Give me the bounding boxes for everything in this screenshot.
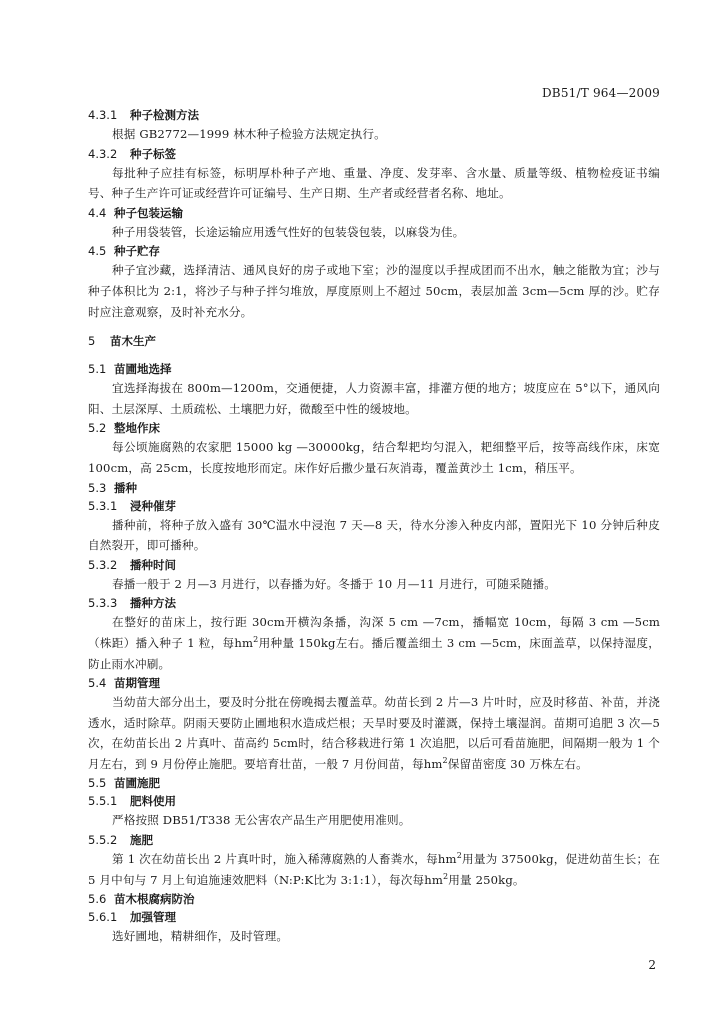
paragraph: 选好圃地，精耕细作，及时管理。: [112, 929, 289, 944]
section-title: 种子包装运输: [114, 205, 183, 220]
section-heading: [88, 332, 660, 350]
section-heading: [88, 594, 660, 612]
section-number: 5.3.2: [88, 557, 118, 572]
section-number: 5.3.3: [88, 596, 118, 611]
section-number: 5.1: [88, 362, 107, 377]
section-title: 苗木生产: [110, 334, 156, 349]
section-number: 4.3.1: [88, 108, 118, 122]
paragraph: 种子宜沙藏，选择清洁、通风良好的房子或地下室；沙的湿度以手捏成团而不出水，触之能散为宜；沙与种子体积比为 2:1，将沙子与种子拌匀堆放，厚度原则上不超过 50cm，表层加盖 3cm—5cm 厚的沙。贮存时应注意观察，及时补充水分。: [88, 263, 660, 319]
section-heading: [88, 419, 660, 437]
section-number: 5.2: [88, 421, 107, 436]
section-number: 5.3.1: [88, 498, 118, 513]
section-number: 5.6: [88, 892, 107, 907]
section-heading: [88, 106, 660, 124]
section-heading: [88, 674, 660, 692]
section-number: 4.4: [88, 205, 107, 220]
section-number: 4.3.2: [88, 146, 118, 161]
section-title: 整地作床: [114, 421, 160, 436]
section-title: 苗期管理: [114, 676, 160, 691]
paragraph: 每批种子应挂有标签，标明厚朴种子产地、重量、净度、发芽率、含水量、质量等级、植物检疫证书编号、种子生产许可证或经营许可证编号、生产日期、生产者或经营者名称、地址。: [88, 165, 660, 201]
section-title: 播种方法: [130, 596, 176, 611]
paragraph: 当幼苗大部分出土，要及时分批在傍晚揭去覆盖草。幼苗长到 2 片—3 片叶时，应及时移苗、补苗，并浇透水，适时除草。阴雨天要防止圃地积水造成烂根；天旱时要及时灌溉，保持土壤湿润。苗期可追肥 3 次—5 次，在幼苗长出 2 片真叶、苗高约 5cm时，结合移栽进行第 1 次追肥，以后可看苗施肥，间隔期一般为 1 个月左右，到 9 月份停止施肥。要培育壮苗，一般 7 月份间苗，每$hm^2$保留苗密度 30 万株左右。: [88, 695, 660, 771]
section-number: 5.5.1: [88, 794, 118, 809]
paragraph: 在整好的苗床上，按行距 30cm开横沟条播，沟深 5 cm —7cm，播幅宽 10cm，每隔 3 cm —5cm（株距）播入种子 1 粒，每$hm^2$用种量 150kg左右。播后覆盖细土 3 cm —5cm，床面盖草，以保持湿度，防止雨水冲刷。: [88, 615, 660, 671]
section-heading: [88, 242, 660, 260]
section-title: 肥料使用: [130, 794, 176, 809]
page-number: 2: [648, 958, 656, 972]
section-title: 种子贮存: [114, 244, 160, 259]
section-heading: [88, 479, 660, 497]
section-heading: [88, 497, 660, 515]
section-number: 5: [88, 334, 96, 349]
paragraph: 每公顷施腐熟的农家肥 15000 kg —30000kg，结合犁耙均匀混入，耙细整平后，按等高线作床，床宽 100cm，高 25cm，长度按地形而定。床作好后撒少量石灰消毒，覆盖黄沙土 1cm，稍压平。: [88, 440, 660, 475]
paragraph: 春播一般于 2 月—3 月进行，以春播为好。冬播于 10 月—11 月进行，可随采随播。: [112, 576, 556, 591]
section-heading: [88, 792, 660, 810]
section-heading: [88, 556, 660, 574]
section-heading: [88, 145, 660, 163]
paragraph: 严格按照 DB51/T338 无公害农产品生产用肥使用准则。: [112, 813, 411, 828]
section-number: 4.5: [88, 244, 107, 259]
section-heading: [88, 360, 660, 378]
section-title: 种子检测方法: [130, 108, 199, 122]
section-title: 加强管理: [130, 910, 176, 925]
section-title: 播种时间: [130, 557, 176, 572]
section-number: 5.6.1: [88, 910, 118, 925]
section-heading: [88, 890, 660, 908]
section-title: 施肥: [130, 833, 153, 848]
section-heading: [88, 204, 660, 222]
section-title: 苗圃施肥: [114, 776, 160, 791]
section-number: 5.5: [88, 776, 107, 791]
section-heading: [88, 831, 660, 849]
section-number: 5.4: [88, 676, 107, 691]
paragraph: 第 1 次在幼苗长出 2 片真叶时，施入稀薄腐熟的人畜粪水，每$hm^2$用量为 37500kg，促进幼苗生长；在 5 月中旬与 7 月上旬追施速效肥料（N:P:K比为 3:1:1），每次每$hm^2$用量 250kg。: [88, 851, 661, 887]
section-title: 浸种催芽: [130, 498, 176, 513]
section-number: 5.3: [88, 480, 107, 495]
section-heading: [88, 908, 660, 926]
section-title: 种子标签: [130, 146, 176, 161]
paragraph: 根据 GB2772—1999 林木种子检验方法规定执行。: [112, 127, 386, 141]
section-title: 苗木根腐病防治: [114, 892, 195, 907]
section-heading: [88, 774, 660, 792]
section-title: 苗圃地选择: [114, 362, 172, 377]
document-body: [88, 106, 660, 947]
section-title: 播种: [114, 480, 137, 495]
paragraph: 宜选择海拔在 800m—1200m，交通便捷，人力资源丰富，排灌方便的地方；坡度应在 5°以下，通风向阳、土层深厚、土质疏松、土壤肥力好，微酸至中性的缓坡地。: [88, 381, 660, 416]
section-number: 5.5.2: [88, 833, 118, 848]
standard-code: DB51/T 964—2009: [541, 86, 660, 100]
paragraph: 播种前，将种子放入盛有 30℃温水中浸泡 7 天—8 天，待水分渗入种皮内部，置阳光下 10 分钟后种皮自然裂开，即可播种。: [88, 517, 660, 553]
paragraph: 种子用袋装管，长途运输应用透气性好的包装袋包装，以麻袋为佳。: [112, 224, 465, 239]
